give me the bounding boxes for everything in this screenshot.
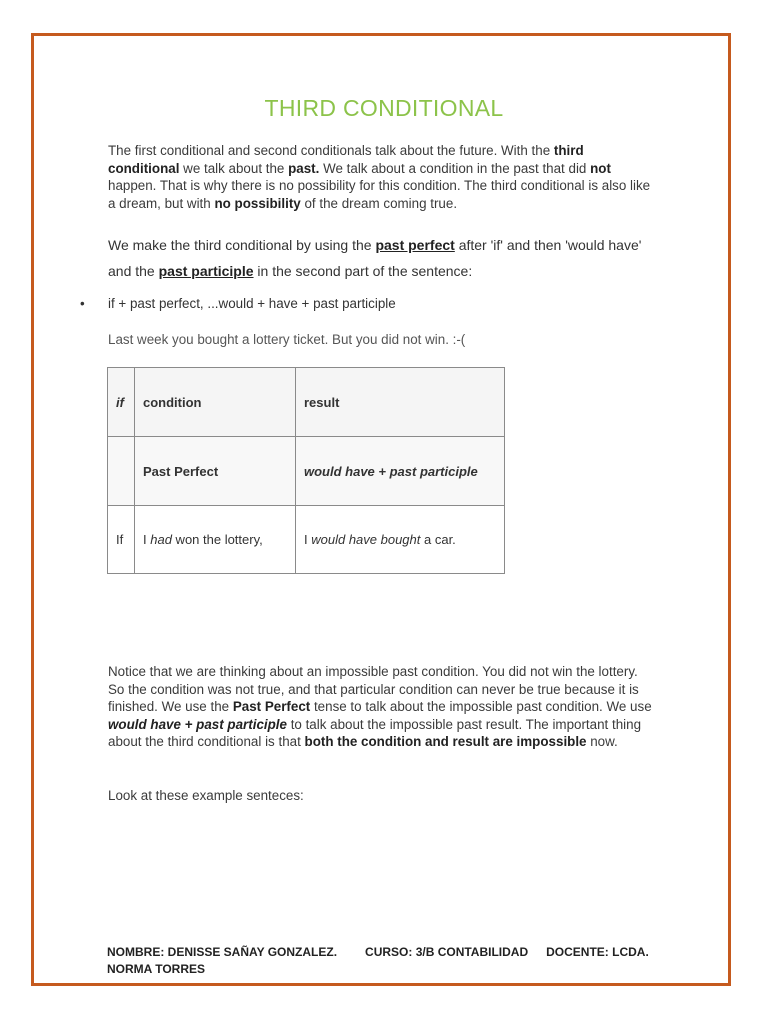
footer-nombre: NOMBRE: DENISSE SAÑAY GONZALEZ. [107,945,338,959]
row-result-a: I [304,532,312,547]
intro-bold-1: third conditional [108,143,584,176]
intro-text-1: The first conditional and second conditionals talk about the future. With the [108,143,554,158]
intro-bold-2: past. [288,160,320,176]
row-result [296,506,505,574]
notice-text-3: to talk about the impossible past result. The important thing about the third conditional is that [108,716,642,750]
intro-text-5: of the dream coming true. [300,195,458,211]
row-condition-a: I [143,532,151,547]
past-perfect-term: past perfect [375,237,455,253]
bullet-text: if + past perfect, ...would + have + past participle [108,296,396,311]
usage-text-2: after 'if' and then 'would have' and the [108,237,642,279]
usage-text-3: in the second part of the sentence: [253,263,473,279]
table-header-row [108,368,505,437]
row-result-c: a car. [420,532,456,547]
intro-bold-3: not [590,160,611,176]
row-condition-verb: had [150,532,172,547]
header-if [108,368,135,437]
notice-bold-3: both the condition and result are impossible [304,734,587,750]
usage-paragraph [108,232,653,284]
subheader-empty [108,437,135,506]
intro-paragraph [108,142,653,212]
notice-bold-2: would have + past participle [108,716,287,732]
footer-curso: CURSO: 3/B CONTABILIDAD [365,945,529,959]
row-condition-c: won the lottery, [171,532,263,547]
header-if-text: if [116,394,124,410]
subheader-would-have: would have + past participle [296,437,505,506]
row-result-verb: would have bought [311,532,421,547]
intro-bold-4: no possibility [214,195,301,211]
notice-bold-1: Past Perfect [232,699,311,715]
example-intro: Last week you bought a lottery ticket. But you did not win. :-( [108,332,466,347]
header-result: result [296,368,505,437]
row-condition [135,506,296,574]
bullet-marker: • [80,296,85,311]
table-row [108,506,505,574]
footer [107,944,667,978]
bullet-item [80,296,396,311]
subheader-past-perfect: Past Perfect [135,437,296,506]
conditional-table [107,367,505,574]
notice-text-2: tense to talk about the impossible past condition. We use [310,699,652,715]
header-condition: condition [135,368,296,437]
row-if: If [108,506,135,574]
intro-text-2: we talk about the [179,160,289,176]
table-subheader-row [108,437,505,506]
notice-paragraph [108,663,653,751]
look-line: Look at these example senteces: [108,788,304,803]
intro-text-3: We talk about a condition in the past that did [319,160,591,176]
usage-text-1: We make the third conditional by using the [108,237,376,253]
notice-text-4: now. [586,734,618,750]
footer-docente: DOCENTE: LCDA. NORMA TORRES [107,945,649,976]
notice-text-1: Notice that we are thinking about an impossible past condition. You did not win the lottery. So the condition was not true, and that particular condition can never be true because it is finished. We use the [108,664,639,715]
intro-text-4: happen. That is why there is no possibility for this condition. The third conditional is also like a dream, but with [108,178,651,211]
past-participle-term: past participle [158,263,254,279]
page-title: THIRD CONDITIONAL [264,95,504,121]
